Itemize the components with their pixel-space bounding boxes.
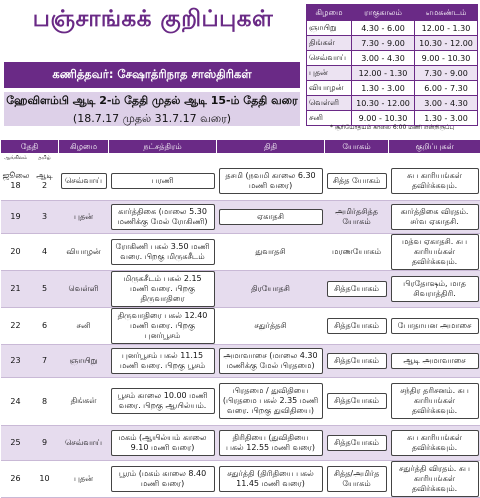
- table-row: [1, 200, 480, 233]
- rahu-day: புதன்: [307, 66, 352, 81]
- rahu-time: 3.00 - 4.30: [352, 51, 415, 66]
- notes-cell: ஆடி அமாவாசை: [389, 344, 480, 377]
- yogam-cell: மரணயோகம்: [325, 233, 389, 270]
- ema-time: 9.00 - 10.30: [415, 51, 478, 66]
- date-en: 21: [1, 270, 31, 307]
- day-cell: செவ்வாய்: [59, 162, 109, 200]
- table-row: [1, 460, 480, 497]
- rahu-time: 7.30 - 9.00: [352, 36, 415, 51]
- tithi-cell: திரிதியை (துவிதியை பகல் 12.55 மணி வரை): [217, 425, 325, 460]
- ema-time: 6.00 - 7.30: [415, 81, 478, 96]
- tithi-cell: பிரதமை / துவிதியை (பிரதமை பகல் 2.35 மணி வரை. பிறகு துவிதியை): [217, 377, 325, 425]
- sub-tamil: தமிழ்: [31, 153, 59, 162]
- rahu-row: [307, 36, 478, 51]
- author-banner: கணித்தவர்: சேஷாத்ரிநாத சாஸ்திரிகள்: [4, 62, 300, 88]
- rahu-row: [307, 51, 478, 66]
- yogam-cell: சித்தயோகம்: [325, 377, 389, 425]
- yogam-cell: சித்தயோகம்: [325, 425, 389, 460]
- rahu-time: 4.30 - 6.00: [352, 21, 415, 36]
- yogam-cell: சித்த யோகம்: [325, 162, 389, 200]
- star-cell: பரணி: [109, 162, 217, 200]
- table-row: [1, 270, 480, 307]
- rahu-day: செவ்வாய்: [307, 51, 352, 66]
- star-cell: ரோகிணி பகல் 3.50 மணி வரை. பிறகு மிருகசீடம்: [109, 233, 217, 270]
- ema-time: 10.30 - 12.00: [415, 36, 478, 51]
- ema-time: 12.00 - 1.30: [415, 21, 478, 36]
- yogam-cell: சித்தயோகம்: [325, 307, 389, 344]
- table-row: [1, 233, 480, 270]
- col-rahu: ராகுகாலம்: [352, 5, 415, 21]
- rahu-row: [307, 21, 478, 36]
- day-cell: வெள்ளி: [59, 270, 109, 307]
- notes-cell: போதாயன அமாசை: [389, 307, 480, 344]
- table-row: [1, 425, 480, 460]
- date-ta: 6: [31, 307, 59, 344]
- notes-cell: பிரதோஷம், மாத சிவராத்திரி.: [389, 270, 480, 307]
- rahu-time: 9.00 - 10.30: [352, 111, 415, 126]
- date-ta: 4: [31, 233, 59, 270]
- rahu-day: வியாழன்: [307, 81, 352, 96]
- notes-cell: சதுர்த்தி விரதம். சுப காரியங்கள் தவிர்க்கவும்.: [389, 460, 480, 497]
- col-day: கிழமை: [307, 5, 352, 21]
- rahu-day: ஞாயிறு: [307, 21, 352, 36]
- rahu-row: [307, 66, 478, 81]
- ema-time: 7.30 - 9.00: [415, 66, 478, 81]
- star-cell: கார்த்திகை (மாலை 5.30 மணிக்கு மேல் ரோகிணி): [109, 200, 217, 233]
- rahu-row: [307, 81, 478, 96]
- rahu-row: [307, 96, 478, 111]
- day-cell: புதன்: [59, 460, 109, 497]
- date-range-english: (18.7.17 முதல் 31.7.17 வரை): [4, 111, 300, 127]
- rahu-kalam-table: [306, 4, 478, 126]
- tithi-cell: சதுர்த்தி (திரிதியை பகல் 11.45 மணி வரை): [217, 460, 325, 497]
- date-en: 25: [1, 425, 31, 460]
- date-en: 23: [1, 344, 31, 377]
- table-row: [1, 307, 480, 344]
- tithi-cell: சதுர்த்தசி: [217, 307, 325, 344]
- star-cell: புனர்பூசம் பகல் 11.15 மணி வரை. பிறகு பூசம்: [109, 344, 217, 377]
- date-en: 26: [1, 460, 31, 497]
- day-cell: சனி: [59, 307, 109, 344]
- ema-time: 1.30 - 3.00: [415, 111, 478, 126]
- date-ta: 7: [31, 344, 59, 377]
- table-row: [1, 344, 480, 377]
- col-ema: எமகண்டம்: [415, 5, 478, 21]
- date-en: 22: [1, 307, 31, 344]
- date-ta: 10: [31, 460, 59, 497]
- day-cell: செவ்வாய்: [59, 425, 109, 460]
- date-ta: 5: [31, 270, 59, 307]
- ema-time: 3.00 - 4.30: [415, 96, 478, 111]
- col-date: தேதி: [1, 140, 59, 153]
- date-ta: 8: [31, 377, 59, 425]
- col-day: கிழமை: [59, 140, 109, 153]
- tithi-cell: தசமி (நவமி காலை 6.30 மணி வரை): [217, 162, 325, 200]
- tithi-cell: துவாதசி: [217, 233, 325, 270]
- table-subheader: [1, 153, 480, 162]
- col-yogam: யோகம்: [325, 140, 389, 153]
- date-ta: 3: [31, 200, 59, 233]
- yogam-cell: சித்தயோகம்: [325, 270, 389, 307]
- date-en: 24: [1, 377, 31, 425]
- rahu-table-header: [307, 5, 478, 21]
- day-cell: வியாழன்: [59, 233, 109, 270]
- star-cell: பூசம் காலை 10.00 மணி வரை. பிறகு ஆயில்யம்.: [109, 377, 217, 425]
- yogam-cell: சித்த/அமிர்த யோகம்: [325, 460, 389, 497]
- date-ta: 9: [31, 425, 59, 460]
- rahu-day: திங்கள்: [307, 36, 352, 51]
- rahu-time: 10.30 - 12.00: [352, 96, 415, 111]
- tithi-cell: ஏகாதசி: [217, 200, 325, 233]
- day-cell: திங்கள்: [59, 377, 109, 425]
- star-cell: மிருகசீடம் பகல் 2.15 மணி வரை. பிறகு திருவாதிரை: [109, 270, 217, 307]
- star-cell: பூரம் (மகம் காலை 8.40 மணி வரை): [109, 460, 217, 497]
- yogam-cell: சித்தயோகம்: [325, 344, 389, 377]
- date-en: 19: [1, 200, 31, 233]
- tithi-cell: அமாவாசை (மாலை 4.30 மணிக்கு மேல் பிரதமை): [217, 344, 325, 377]
- notes-cell: சந்திர தரிசனம். சுப காரியங்கள் தவிர்க்கவும்.: [389, 377, 480, 425]
- star-cell: மகம் (ஆயில்யம் காலை 9.10 மணி வரை): [109, 425, 217, 460]
- date-ta: ஆடி 2: [31, 162, 59, 200]
- col-star: நட்சத்திரம்: [109, 140, 217, 153]
- yogam-cell: அமிர்தசித்த யோகம்: [325, 200, 389, 233]
- notes-cell: மத்வ ஏகாதசி. சுப காரியங்கள் தவிர்க்கவும்.: [389, 233, 480, 270]
- page-title: பஞ்சாங்கக் குறிப்புகள்: [4, 0, 302, 40]
- date-en: 20: [1, 233, 31, 270]
- rahu-day: சனி: [307, 111, 352, 126]
- notes-cell: சுப காரியங்கள் தவிர்க்கவும்.: [389, 162, 480, 200]
- day-cell: ஞாயிறு: [59, 344, 109, 377]
- star-cell: திருவாதிரை பகல் 12.40 மணி வரை. பிறகு புனர்பூசம்: [109, 307, 217, 344]
- date-range-tamil: ஹேவிளம்பி ஆடி 2-ம் தேதி முதல் ஆடி 15-ம் தேதி வரை: [4, 92, 300, 110]
- sub-english: ஆங்கிலம்: [1, 153, 31, 162]
- table-row: [1, 377, 480, 425]
- panchangam-table: [0, 140, 480, 498]
- date-en: ஜூலை 18: [1, 162, 31, 200]
- col-notes: குறிப்புகள்: [389, 140, 480, 153]
- sunrise-note: * சூரியோதயம் காலை 6:00 மணி என்றிருப்பு: [306, 124, 478, 134]
- table-header: [1, 140, 480, 153]
- rahu-time: 12.00 - 1.30: [352, 66, 415, 81]
- rahu-time: 1.30 - 3.00: [352, 81, 415, 96]
- notes-cell: கார்த்திகை விரதம். சர்வ ஏகாதசி.: [389, 200, 480, 233]
- notes-cell: சுப காரியங்கள் தவிர்க்கவும்.: [389, 425, 480, 460]
- tithi-cell: திரயோதசி: [217, 270, 325, 307]
- table-row: [1, 162, 480, 200]
- rahu-day: வெள்ளி: [307, 96, 352, 111]
- col-tithi: திதி: [217, 140, 325, 153]
- day-cell: புதன்: [59, 200, 109, 233]
